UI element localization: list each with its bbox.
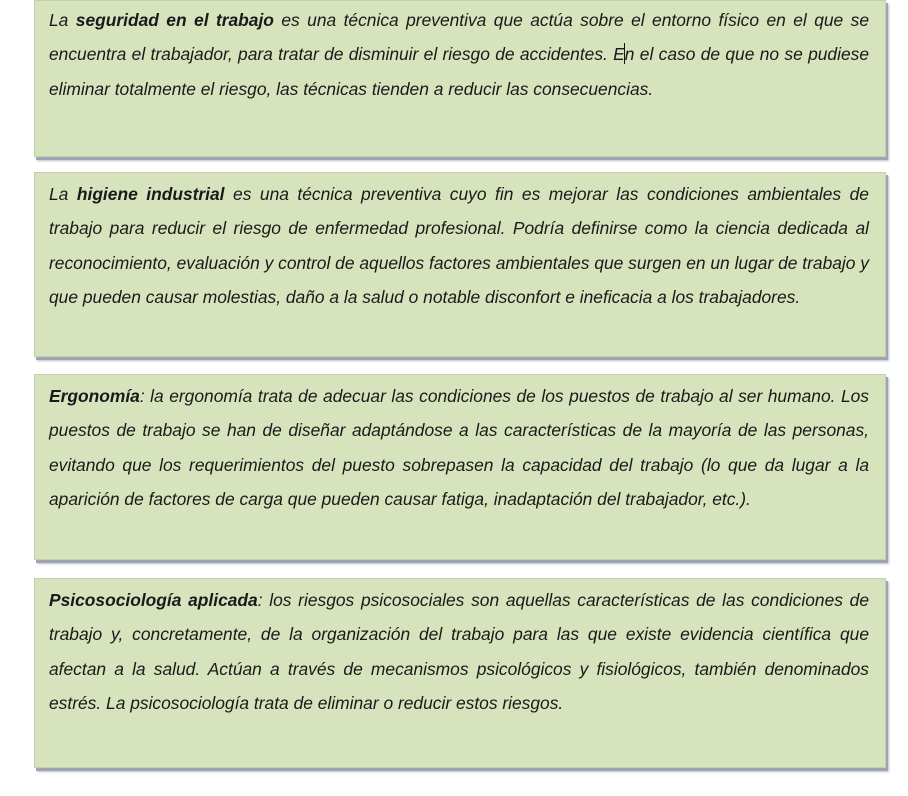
paragraph-psicosociologia[interactable] [49, 583, 869, 721]
paragraph-text: : la ergonomía trata de adecuar las condiciones de los puestos de trabajo al ser humano. Los puestos de trabajo se han de diseñar adaptándose a las características de la mayoría de las personas, evitando que los requerimientos del puesto sobrepasen la capacidad del trabajo (lo que da lugar a la aparición de factores de carga que pueden causar fatiga, inadaptación del trabajador, etc.). [49, 386, 869, 510]
paragraph-text-part-1: es una técnica preventiva que actúa sobre el entorno físico en el que se encuentra el trabajador, para tratar de disminuir el riesgo de accidentes. E [49, 10, 869, 65]
paragraph-ergonomia[interactable] [49, 379, 869, 517]
text-box-ergonomia[interactable] [34, 374, 886, 560]
paragraph-text-part-2: n el caso de que no se pudiese eliminar totalmente el riesgo, las técnicas tienden a reducir las consecuencias. [49, 44, 869, 99]
text-box-psicosociologia[interactable] [34, 578, 886, 768]
term-higiene: higiene industrial [76, 184, 225, 204]
text-box-higiene[interactable] [34, 172, 886, 357]
paragraph-text: : los riesgos psicosociales son aquellas características de las condiciones de trabajo y, concretamente, de la organización del trabajo para las que existe evidencia científica que afectan a la salud. Actúan a través de mecanismos psicológicos y fisiológicos, también denominados estrés. La psicosociología trata de eliminar o reducir estos riesgos. [49, 590, 869, 714]
term-ergonomia: Ergonomía [49, 386, 140, 406]
paragraph-seguridad[interactable] [49, 3, 869, 106]
paragraph-text: es una técnica preventiva cuyo fin es mejorar las condiciones ambientales de trabajo para reducir el riesgo de enfermedad profesional. Podría definirse como la ciencia dedicada al reconocimiento, evaluación y control de aquellos factores ambientales que surgen en un lugar de trabajo y que pueden causar molestias, daño a la salud o notable disconfort e ineficacia a los trabajadores. [49, 184, 869, 308]
term-psicosociologia: Psicosociología aplicada [49, 590, 258, 610]
paragraph-higiene[interactable] [49, 177, 869, 315]
text-box-seguridad[interactable] [34, 0, 886, 157]
paragraph-intro: La [49, 184, 77, 204]
paragraph-intro: La [49, 10, 76, 30]
term-seguridad: seguridad en el trabajo [75, 10, 274, 30]
